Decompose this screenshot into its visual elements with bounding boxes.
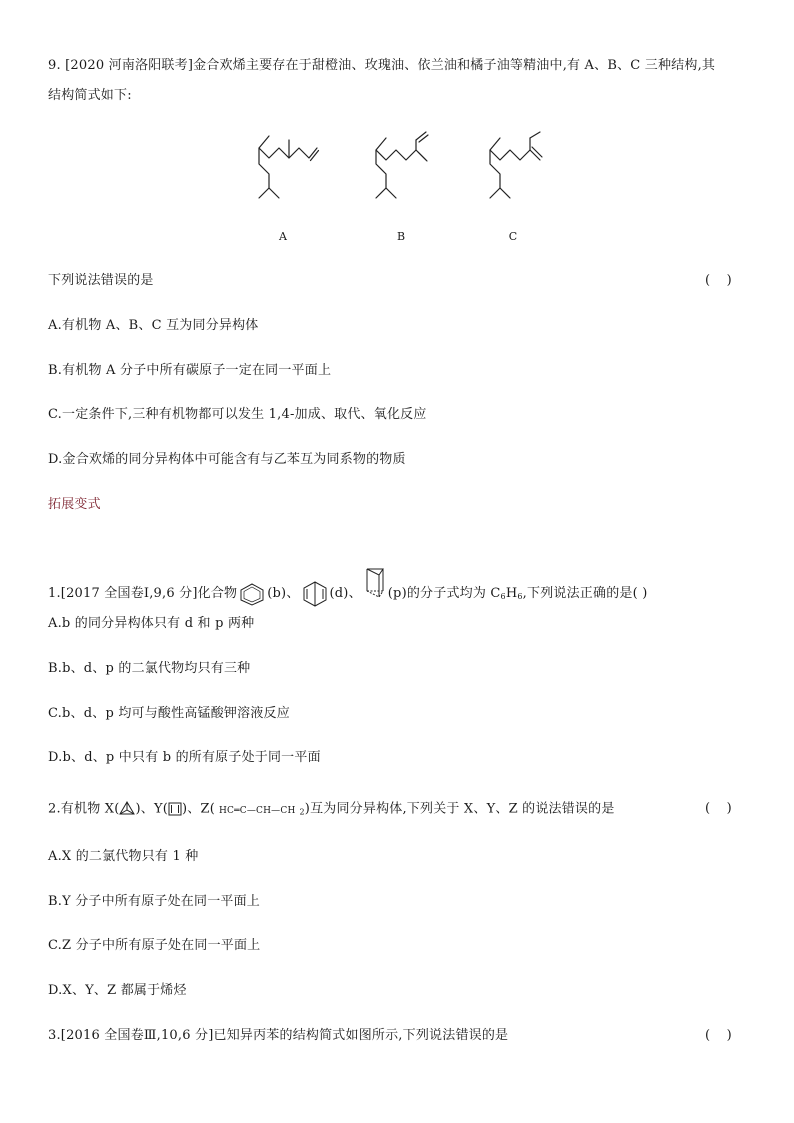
q2-option-b: B.Y 分子中所有原子处在同一平面上: [48, 894, 261, 909]
q3-answer-paren: ( ): [705, 1028, 732, 1043]
q2-mid1: )、Y(: [135, 801, 168, 817]
q1-suffix: ,下列说法正确的是( ): [522, 586, 648, 601]
q3-stem: 3.[2016 全国卷Ⅲ,10,6 分]已知异丙苯的结构简式如图所示,下列说法错误的是: [48, 1028, 509, 1043]
q1-option-a: A.b 的同分异构体只有 d 和 p 两种: [48, 616, 255, 631]
q2-suffix: )互为同分异构体,下列关于 X、Y、Z 的说法错误的是: [304, 801, 615, 817]
structure-c-label: C: [508, 230, 518, 243]
q1-option-c: C.b、d、p 均可与酸性高锰酸钾溶液反应: [48, 706, 290, 721]
q9-option-b: B.有机物 A 分子中所有碳原子一定在同一平面上: [48, 363, 332, 378]
q9-stem-line1: 9. [2020 河南洛阳联考]金合欢烯主要存在于甜橙油、玫瑰油、依兰油和橘子油等精油中,有 A、B、C 三种结构,其: [48, 58, 716, 73]
q2-answer-paren: ( ): [705, 801, 732, 816]
vinylacetylene-z-formula: HC═C—CH—CH: [218, 805, 296, 816]
prismane-p-icon: [364, 567, 386, 601]
q9-question: 下列说法错误的是: [48, 273, 154, 288]
q2-stem: 2.有机物 X( )、Y( )、Z( HC═C—CH—CH $_2$)互为同分异构体,下列关于 X、Y、Z 的说法错误的是: [48, 801, 615, 817]
q1-prefix: 1.[2017 全国卷Ⅰ,9,6 分]化合物: [48, 586, 238, 601]
q9-stem-line2: 结构简式如下:: [48, 88, 132, 103]
q2-option-a: A.X 的二氯代物只有 1 种: [48, 849, 199, 864]
structure-c-diagram: [478, 130, 558, 210]
q1-stem: 1.[2017 全国卷Ⅰ,9,6 分]化合物 (b)、 (d)、 (p)的分子式均为 $C_6H_6$,下列说法正确的是( ): [48, 567, 647, 607]
q1-b-label: (b)、: [267, 586, 300, 601]
q9-option-a: A.有机物 A、B、C 互为同分异构体: [48, 318, 259, 333]
q9-answer-paren: ( ): [705, 273, 732, 288]
cyclobutadiene-y-icon: [168, 802, 182, 816]
q9-option-c: C.一定条件下,三种有机物都可以发生 1,4-加成、取代、氧化反应: [48, 407, 427, 422]
structure-a-label: A: [279, 230, 287, 243]
q2-option-d: D.X、Y、Z 都属于烯烃: [48, 983, 187, 998]
section-title: 拓展变式: [48, 497, 101, 512]
structure-b-label: B: [396, 230, 406, 243]
q9-option-d: D.金合欢烯的同分异构体中可能含有与乙苯互为同系物的物质: [48, 452, 406, 467]
benzene-b-icon: [239, 583, 265, 605]
q1-p-label: (p)的分子式均为 C: [387, 586, 501, 601]
q1-option-d: D.b、d、p 中只有 b 的所有原子处于同一平面: [48, 750, 321, 765]
q1-d-label: (d)、: [329, 586, 362, 601]
structure-b-diagram: [364, 130, 444, 210]
tetrahedrane-x-icon: [119, 801, 135, 817]
q2-option-c: C.Z 分子中所有原子处在同一平面上: [48, 938, 261, 953]
q1-option-b: B.b、d、p 的二氯代物均只有三种: [48, 661, 251, 676]
dewar-benzene-d-icon: [302, 581, 328, 607]
q2-prefix: 2.有机物 X(: [48, 801, 120, 817]
q2-mid2: )、Z(: [182, 801, 215, 817]
structure-a-diagram: [245, 130, 325, 210]
